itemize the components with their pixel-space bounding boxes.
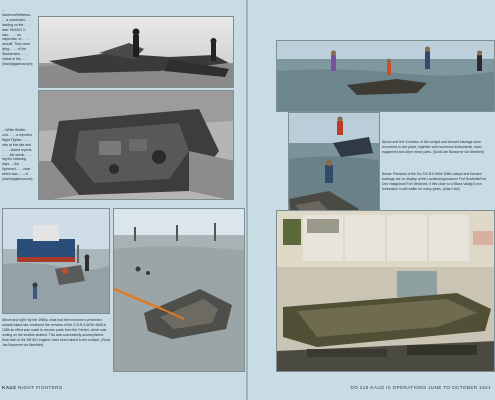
caption-middle: …White Wolfen und… … a reported Night Fighter… …cles at this site and … … stated reports … …the wreck… …ing the following days. …the Sperrverl… …near which was… …nt (Nachtjagdmuseum) bbox=[2, 128, 33, 182]
right-page bbox=[248, 0, 495, 400]
footer-right bbox=[351, 385, 491, 390]
caption-top: …Nauheim/Wetterau… … a successful… … landing on the… … later 7th/NJG 3, also… … an inspection of… … aircraft. They were lying… … of the Waddensee, … … visible in the… … (Nachtjagdmuseum) bbox=[2, 8, 34, 66]
engine-recovery-image bbox=[114, 209, 245, 372]
photo-cockpit-wreck bbox=[38, 90, 234, 200]
museum-display-image bbox=[277, 211, 495, 372]
photo-wreck-beach bbox=[38, 16, 234, 88]
caption-right-secondary: Below: Remains of the Do 215 B-5 W/Nr 0086 cockpit and forward fuselage are on display at the Luchtoorlogmuseum Fort Rosthold/Fort Den Haagshoof Fort Veldhoek. It lies close to a Bfanz Vaalig 6 non restoration in still waiter for many years. (Allan Hari) bbox=[382, 172, 487, 191]
photo-engine-recovery bbox=[113, 208, 245, 372]
footer-left-title: KAUZ bbox=[2, 385, 17, 390]
wreck-beach-image bbox=[39, 17, 234, 88]
footer-left bbox=[2, 385, 62, 390]
recovery-barge-image bbox=[3, 209, 110, 314]
footer-left-subtitle: NIGHT FIGHTERS bbox=[18, 385, 63, 390]
left-page bbox=[0, 0, 246, 400]
cockpit-wreck-image bbox=[39, 91, 234, 200]
wading-recovery-image bbox=[277, 41, 495, 112]
photo-wading-recovery bbox=[276, 40, 495, 112]
footer-right-text: DO 215 KAUZ III OPERATIONS JUNE TO OCTOBER 1941 bbox=[350, 385, 491, 390]
photo-recovery-barge bbox=[2, 208, 110, 314]
photo-museum-display bbox=[276, 210, 495, 372]
caption-right-main: Above and left: A section of the cockpit and forward fuselage were recovered in one piece, together with numerous instruments, radio equipment and other minor parts. (Scott Jan Bosserne via Wesfried) bbox=[382, 140, 485, 154]
caption-bottom: Above and right: By the 1980s, what had then become a protected natural island site continued the remains of the 2./0-R-3-W/Nr 4846 in 1985 an effort was made to recover parts from the Gemini, which was resting on the shallow seabed. This was successfully accomplished. Now both of the DB 601 engines have been raised to the surface. (Scott Jan Bosserne via Wesfried) bbox=[2, 318, 110, 347]
